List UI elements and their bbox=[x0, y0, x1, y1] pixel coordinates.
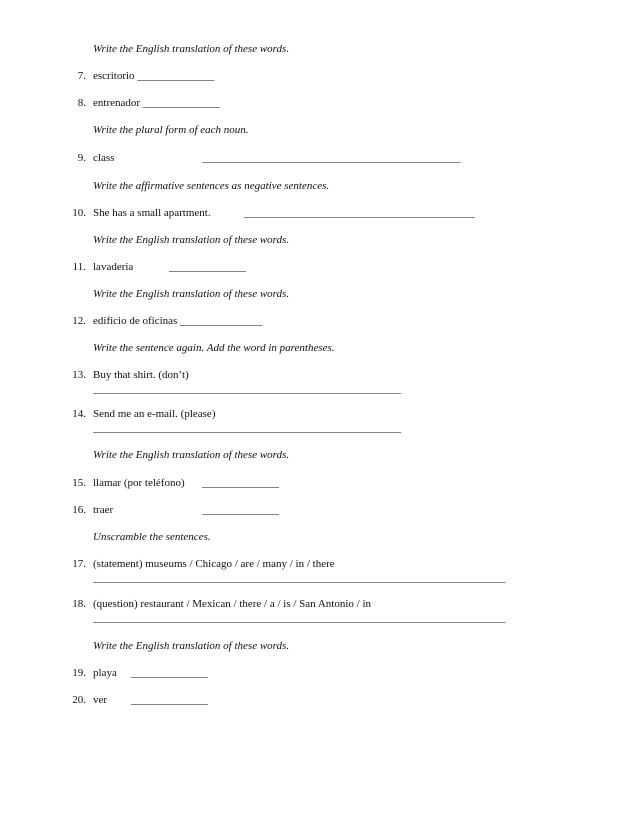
item-text: (question) restaurant / Mexican / there / a / is / San Antonio / in bbox=[93, 598, 371, 610]
item-text: playa bbox=[93, 667, 117, 679]
item-number: 20. bbox=[72, 694, 86, 706]
item-number: 17. bbox=[72, 558, 86, 570]
instruction: Write the sentence again. Add the word in parentheses. bbox=[93, 342, 335, 354]
answer-blank[interactable]: ______________ bbox=[202, 504, 279, 516]
answer-blank[interactable]: __________________________________________ bbox=[244, 207, 475, 219]
item-text: edificio de oficinas _______________ bbox=[93, 315, 263, 327]
item-number: 15. bbox=[72, 477, 86, 489]
item-text: (statement) museums / Chicago / are / many / in / there bbox=[93, 558, 335, 570]
instruction: Write the English translation of these words. bbox=[93, 234, 290, 246]
instruction: Write the affirmative sentences as negative sentences. bbox=[93, 180, 330, 192]
item-number: 12. bbox=[72, 315, 86, 327]
answer-blank[interactable]: ______________ bbox=[131, 694, 208, 706]
answer-line[interactable]: ___________________________________________________________________________ bbox=[93, 612, 506, 624]
item-number: 13. bbox=[72, 369, 86, 381]
item-number: 19. bbox=[72, 667, 86, 679]
item-text: llamar (por teléfono) bbox=[93, 477, 185, 489]
item-text: class bbox=[93, 152, 115, 164]
answer-blank[interactable]: ______________ bbox=[202, 477, 279, 489]
item-number: 10. bbox=[72, 207, 86, 219]
item-number: 14. bbox=[72, 408, 86, 420]
instruction: Unscramble the sentences. bbox=[93, 531, 211, 543]
item-text: traer bbox=[93, 504, 114, 516]
instruction: Write the plural form of each noun. bbox=[93, 124, 249, 136]
item-text: She has a small apartment. bbox=[93, 207, 211, 219]
item-number: 11. bbox=[72, 261, 86, 273]
instruction: Write the English translation of these words. bbox=[93, 43, 290, 55]
answer-blank[interactable]: _______________________________________________ bbox=[202, 152, 461, 164]
instruction: Write the English translation of these words. bbox=[93, 288, 290, 300]
item-text: lavaderia bbox=[93, 261, 134, 273]
answer-line[interactable]: ________________________________________________________ bbox=[93, 383, 401, 395]
answer-blank[interactable]: ______________ bbox=[169, 261, 246, 273]
item-number: 18. bbox=[72, 598, 86, 610]
item-number: 7. bbox=[77, 70, 86, 82]
item-text: Send me an e-mail. (please) bbox=[93, 408, 216, 420]
item-number: 9. bbox=[77, 152, 86, 164]
item-text: escritorio ______________ bbox=[93, 70, 215, 82]
instruction: Write the English translation of these words. bbox=[93, 640, 290, 652]
item-number: 16. bbox=[72, 504, 86, 516]
answer-line[interactable]: ___________________________________________________________________________ bbox=[93, 572, 506, 584]
instruction: Write the English translation of these words. bbox=[93, 449, 290, 461]
item-number: 8. bbox=[77, 97, 86, 109]
item-text: ver bbox=[93, 694, 108, 706]
item-text: entrenador ______________ bbox=[93, 97, 220, 109]
answer-blank[interactable]: ______________ bbox=[131, 667, 208, 679]
answer-line[interactable]: ________________________________________________________ bbox=[93, 422, 401, 434]
item-text: Buy that shirt. (don’t) bbox=[93, 369, 189, 381]
